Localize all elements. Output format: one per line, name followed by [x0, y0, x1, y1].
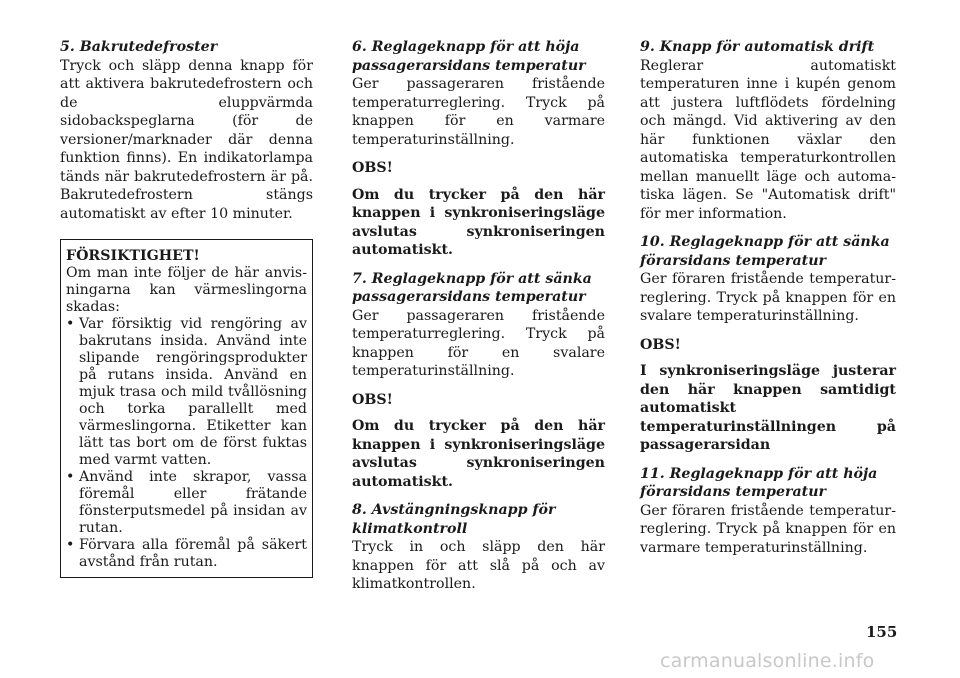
bullet-icon: • — [66, 469, 75, 485]
caution-item: • Förvara alla föremål på säkert avstånd från rutan. — [66, 537, 307, 570]
page-number: 155 — [866, 623, 898, 641]
note-1-label: OBS! — [352, 160, 393, 176]
section-10-body: Ger föraren fristående temperaturreglering. Tryck på knappen för en svalare temperaturinställning. — [640, 271, 896, 324]
caution-item: • Använd inte skrapor, vassa föremål eller frätande fönsterputsmedel på insidan av rutan. — [66, 469, 307, 536]
column-3 — [640, 38, 896, 557]
section-9-heading: 9. Knapp för automatisk drift — [640, 39, 875, 55]
note-2-label: OBS! — [352, 391, 393, 408]
caution-list — [66, 316, 307, 571]
note-3-label: OBS! — [640, 336, 681, 353]
section-8-heading: 8. Avstängningsknapp för klimatkontroll — [352, 502, 556, 537]
section-11-heading: 11. Reglageknapp för att höja förarsidans temperatur — [640, 465, 878, 500]
section-7-body: Ger passageraren fristående temperaturreglering. Tryck på knappen för en svalare temperaturinställning. — [352, 307, 605, 379]
column-2 — [352, 38, 605, 594]
note-2-text: Om du trycker på den här knappen i synkroniseringsläge avslutas synkroniseringen automatiskt. — [352, 418, 605, 490]
note-1-text: Om du trycker på den här knappen i synkroniseringsläge avslutas synkroniseringen automatiskt. — [352, 186, 605, 258]
section-5-body: Tryck och släpp denna knapp för att aktivera bakrutedefrostern och de eluppvärmda sidobackspeglarna (för de versioner/marknader där denna funktion finns). En indikatorlampa tänds när bakrutedefrostern är på. Bakrutedefrostern stängs automatiskt av efter 10 minuter. — [60, 57, 313, 222]
watermark: carmanualsonline.info — [660, 650, 875, 672]
section-6-body: Ger passageraren fristående temperaturreglering. Tryck på knappen för en varmare temperaturinställning. — [352, 76, 605, 148]
section-10-heading: 10. Reglageknapp för att sänka förarsidans temperatur — [640, 234, 890, 269]
section-6-heading: 6. Reglageknapp för att höja passagerarsidans temperatur — [352, 39, 586, 74]
section-5-heading: 5. Bakrutedefroster — [60, 39, 218, 55]
section-9-body: Reglerar automatiskt temperaturen inne i kupén genom att justera luftflödets fördelning och mängd. Vid aktivering av den här funktionen växlar den automatiska temperaturkontrollen mellan manuellt läge och automatiska lägen. Se "Automatisk drift" för mer information. — [640, 57, 896, 222]
caution-item: • Var försiktig vid rengöring av bakrutans insida. Använd inte slipande rengöringsprodukter på rutans insida. Använd en mjuk trasa och mild tvållösning och torka parallellt med värmeslingorna. Etiketter kan lätt tas bort om de först fuktas med varmt vatten. — [66, 316, 307, 468]
note-3-text: I synkroniseringsläge justerar den här knappen samtidigt automatiskt temperaturinställningen på passagerarsidan — [640, 363, 896, 453]
bullet-icon: • — [66, 316, 75, 332]
section-11-body: Ger föraren fristående temperaturreglering. Tryck på knappen för en varmare temperaturinställning. — [640, 502, 896, 556]
caution-intro: Om man inte följer de här anvisningarna kan värmeslingorna skadas: — [66, 265, 307, 315]
bullet-icon: • — [66, 537, 75, 553]
column-1 — [60, 38, 313, 578]
caution-box — [60, 239, 313, 578]
caution-title: FÖRSIKTIGHET! — [66, 248, 200, 264]
section-7-heading: 7. Reglageknapp för att sänka passagerarsidans temperatur — [352, 270, 592, 305]
section-8-body: Tryck in och släpp den här knappen för att slå på och av klimatkontrollen. — [352, 539, 605, 592]
